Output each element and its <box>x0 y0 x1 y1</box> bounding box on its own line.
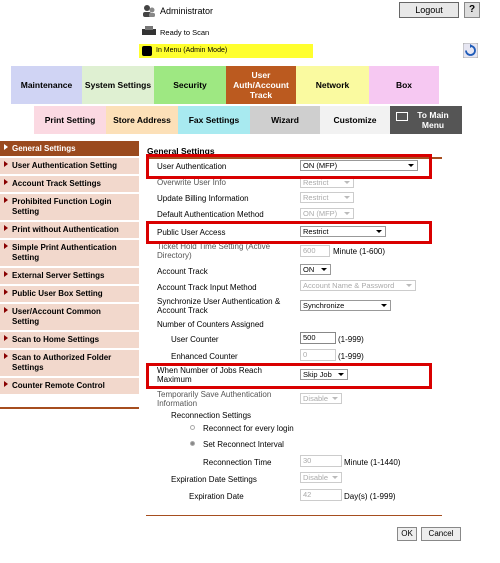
sidebar-item-public-user-box-setting[interactable] <box>0 286 139 303</box>
arrow-icon <box>4 144 8 150</box>
default-auth-method-select[interactable] <box>300 208 354 219</box>
label-line: Account Track <box>157 306 208 315</box>
sidebar <box>0 139 139 408</box>
select-value: Disable <box>303 394 329 403</box>
tab-label: Print Setting <box>44 115 96 125</box>
select-value: Disable <box>303 473 329 482</box>
highlight-public-user-access <box>146 221 432 244</box>
sidebar-item-account-track-settings[interactable] <box>0 176 139 193</box>
tab-label: Fax Settings <box>188 115 240 125</box>
expiration-date-settings-select[interactable] <box>300 472 342 483</box>
tab-fax-settings[interactable] <box>178 106 250 134</box>
counters-assigned-label: Number of Counters Assigned <box>157 320 264 329</box>
account-track-select[interactable] <box>300 264 331 275</box>
ok-button[interactable]: OK <box>397 527 417 541</box>
temp-save-auth-select[interactable] <box>300 393 342 404</box>
overwrite-user-info-label: Overwrite User Info <box>157 178 226 187</box>
tab-box[interactable] <box>369 66 439 104</box>
label-line: Information <box>157 399 198 408</box>
tab-label: Wizard <box>271 115 299 125</box>
arrow-icon <box>4 307 8 313</box>
printer-icon <box>142 26 156 36</box>
select-value: Synchronize <box>303 301 345 310</box>
chevron-down-icon <box>406 284 412 287</box>
highlight-jobs-limit <box>146 363 432 389</box>
sidebar-item-general-settings[interactable] <box>0 141 139 157</box>
sidebar-item-label: Setting <box>12 317 40 326</box>
tab-label: Box <box>395 80 413 90</box>
ticket-hold-time-label <box>157 242 270 260</box>
logout-button[interactable]: Logout <box>399 2 459 18</box>
sidebar-item-label: Simple Print Authentication <box>12 243 117 252</box>
ticket-hold-time-unit: Minute (1-600) <box>333 247 386 256</box>
sidebar-divider <box>0 407 139 409</box>
account-track-label: Account Track <box>157 267 208 276</box>
user-counter-range: (1-999) <box>338 335 364 344</box>
temp-save-auth-label <box>157 390 271 408</box>
sidebar-item-label: Scan to Home Settings <box>12 335 100 344</box>
sidebar-item-label: Account Track Settings <box>12 179 101 188</box>
ticket-hold-time-input[interactable]: 600 <box>300 245 330 257</box>
tab-wizard[interactable] <box>250 106 320 134</box>
tab-label: User <box>251 70 271 80</box>
cancel-button[interactable]: Cancel <box>421 527 461 541</box>
form-footer-divider <box>146 515 442 516</box>
select-value: ON (MFP) <box>303 161 338 170</box>
sidebar-item-label: Public User Box Setting <box>12 289 103 298</box>
reconnection-settings-label: Reconnection Settings <box>171 411 252 420</box>
arrow-icon <box>4 335 8 341</box>
label-line: Directory) <box>157 251 192 260</box>
sidebar-item-label: User Authentication Setting <box>12 161 118 170</box>
label-line: Maximum <box>157 375 192 384</box>
select-value: ON <box>303 265 315 274</box>
admin-mode-icon <box>142 46 152 56</box>
label-line: Synchronize User Authentication & <box>157 297 281 306</box>
select-value: Account Name & Password <box>303 281 395 290</box>
expiration-date-label: Expiration Date <box>189 492 244 501</box>
administrator-icon <box>142 4 156 18</box>
sidebar-item-label: Setting <box>12 253 40 262</box>
sidebar-item-external-server-settings[interactable] <box>0 268 139 285</box>
sidebar-item-label: User/Account Common <box>12 307 101 316</box>
update-billing-select[interactable] <box>300 192 354 203</box>
select-value: Restrict <box>303 227 329 236</box>
sidebar-item-label: Scan to Authorized Folder <box>12 353 112 362</box>
sidebar-item-label: Print without Authentication <box>12 225 119 234</box>
tab-label: Store Address <box>113 115 171 125</box>
tab-label: Menu <box>421 120 445 130</box>
account-track-input-method-select[interactable] <box>300 280 416 291</box>
mode-status-text: In Menu (Admin Mode) <box>156 47 228 54</box>
enhanced-counter-range: (1-999) <box>338 352 364 361</box>
sidebar-item-user-authentication-setting[interactable] <box>0 158 139 175</box>
user-counter-label: User Counter <box>171 335 219 344</box>
tab-user-auth-account-track[interactable] <box>226 66 296 104</box>
tab-label: Customize <box>333 115 377 125</box>
tab-label: Auth/Account <box>233 80 289 90</box>
default-auth-method-label: Default Authentication Method <box>157 210 264 219</box>
chevron-down-icon <box>321 268 327 271</box>
tab-store-address[interactable] <box>106 106 178 134</box>
highlight-user-authentication <box>146 154 432 179</box>
reconnection-time-input[interactable]: 30 <box>300 455 342 467</box>
select-value: Restrict <box>303 178 329 187</box>
enhanced-counter-input[interactable]: 0 <box>300 349 336 361</box>
public-user-access-label: Public User Access <box>157 228 226 237</box>
tab-label: Security <box>173 80 207 90</box>
select-value: Skip Job <box>303 370 332 379</box>
sidebar-item-prohibited-function-login[interactable] <box>0 194 139 221</box>
arrow-icon <box>4 197 8 203</box>
chevron-down-icon <box>344 196 350 199</box>
expiration-date-input[interactable]: 42 <box>300 489 342 501</box>
sidebar-item-counter-remote-control[interactable] <box>0 378 139 395</box>
sidebar-item-scan-to-authorized-folder[interactable] <box>0 350 139 377</box>
sidebar-item-label: Counter Remote Control <box>12 381 105 390</box>
reconnect-every-login-label: Reconnect for every login <box>203 424 294 433</box>
select-value: Restrict <box>303 193 329 202</box>
sidebar-item-label: External Server Settings <box>12 271 105 280</box>
tab-label: Track <box>249 90 273 100</box>
sidebar-item-label: Setting <box>12 207 40 216</box>
machine-status: Ready to Scan <box>160 28 210 37</box>
tab-maintenance[interactable] <box>11 66 82 104</box>
tab-customize[interactable] <box>320 106 390 134</box>
user-authentication-label: User Authentication <box>157 162 227 171</box>
reconnection-time-unit: Minute (1-1440) <box>344 458 401 467</box>
sidebar-item-simple-print-authentication[interactable] <box>0 240 139 267</box>
set-reconnect-interval-label: Set Reconnect Interval <box>203 440 284 449</box>
sidebar-item-scan-to-home-settings[interactable] <box>0 332 139 349</box>
arrow-icon <box>4 353 8 359</box>
tab-print-setting[interactable] <box>34 106 106 134</box>
tab-system-settings[interactable] <box>82 66 154 104</box>
arrow-icon <box>4 289 8 295</box>
chevron-down-icon <box>332 476 338 479</box>
refresh-icon[interactable] <box>463 43 478 58</box>
tab-security[interactable] <box>154 66 226 104</box>
help-button[interactable]: ? <box>464 2 480 18</box>
reconnect-every-login-radio[interactable] <box>190 425 195 430</box>
synchronize-select[interactable] <box>300 300 391 311</box>
tab-label: Maintenance <box>20 80 73 90</box>
label-line: When Number of Jobs Reach <box>157 366 262 375</box>
page-title: General Settings <box>147 146 215 156</box>
user-label: Administrator <box>160 6 214 16</box>
tab-network[interactable] <box>296 66 369 104</box>
main-menu-icon <box>396 112 408 121</box>
chevron-down-icon <box>381 304 387 307</box>
label-line: Ticket Hold Time Setting (Active <box>157 242 271 251</box>
arrow-icon <box>4 243 8 249</box>
sidebar-item-label: Prohibited Function Login <box>12 197 112 206</box>
arrow-icon <box>4 179 8 185</box>
chevron-down-icon <box>332 397 338 400</box>
user-counter-input[interactable]: 500 <box>300 332 336 344</box>
select-value: ON (MFP) <box>303 209 338 218</box>
account-track-input-method-label: Account Track Input Method <box>157 283 257 292</box>
expiration-date-settings-label: Expiration Date Settings <box>171 475 257 484</box>
arrow-icon <box>4 271 8 277</box>
tab-label: To Main <box>417 110 449 120</box>
enhanced-counter-label: Enhanced Counter <box>171 352 238 361</box>
sidebar-item-print-without-authentication[interactable] <box>0 222 139 239</box>
tab-label: Network <box>315 80 350 90</box>
set-reconnect-interval-radio[interactable] <box>190 441 195 446</box>
arrow-icon <box>4 381 8 387</box>
synchronize-label <box>157 297 280 315</box>
expiration-date-unit: Day(s) (1-999) <box>344 492 396 501</box>
chevron-down-icon <box>344 212 350 215</box>
sidebar-item-label: General Settings <box>12 144 76 153</box>
arrow-icon <box>4 161 8 167</box>
sidebar-item-label: Settings <box>12 363 44 372</box>
chevron-down-icon <box>344 181 350 184</box>
arrow-icon <box>4 225 8 231</box>
tab-label: System Settings <box>84 80 152 90</box>
sidebar-item-user-account-common-setting[interactable] <box>0 304 139 331</box>
update-billing-label: Update Billing Information <box>157 194 249 203</box>
label-line: Temporarily Save Authentication <box>157 390 272 399</box>
reconnection-time-label: Reconnection Time <box>203 458 272 467</box>
